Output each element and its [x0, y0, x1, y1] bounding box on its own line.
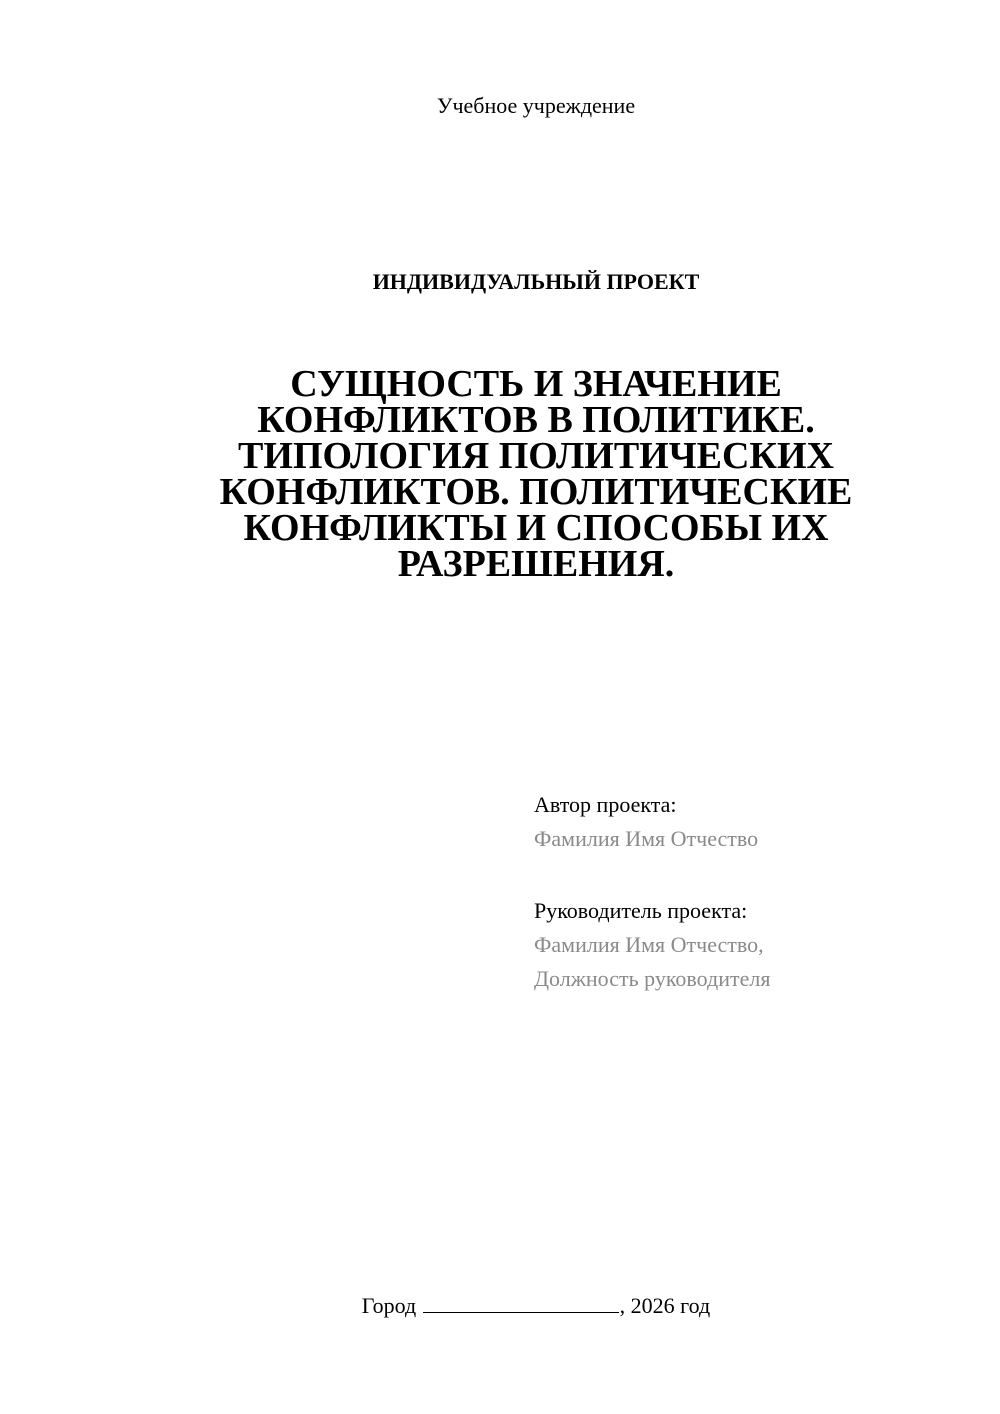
city-blank-line: [423, 1290, 619, 1313]
author-label: Автор проекта:: [534, 792, 677, 817]
supervisor-name: Фамилия Имя Отчество,: [534, 932, 764, 957]
year-text: , 2026 год: [619, 1293, 711, 1318]
project-title: [170, 363, 902, 585]
title-line: РАЗРЕШЕНИЯ.: [397, 543, 675, 585]
author-name: Фамилия Имя Отчество: [534, 826, 759, 851]
title-line: КОНФЛИКТЫ И СПОСОБЫ ИХ: [243, 507, 829, 549]
supervisor-position: Должность руководителя: [534, 966, 771, 991]
city-year-line: [0, 1290, 1000, 1321]
project-info-block: [534, 788, 974, 996]
title-line: КОНФЛИКТОВ. ПОЛИТИЧЕСКИЕ: [219, 471, 853, 513]
project-type-heading: ИНДИВИДУАЛЬНЫЙ ПРОЕКТ: [372, 269, 700, 294]
city-label: Город: [361, 1293, 417, 1318]
supervisor-label: Руководитель проекта:: [534, 898, 748, 923]
title-line: КОНФЛИКТОВ В ПОЛИТИКЕ.: [257, 399, 815, 441]
title-line: СУЩНОСТЬ И ЗНАЧЕНИЕ: [290, 363, 782, 405]
institution-name: Учебное учреждение: [436, 93, 636, 118]
spacer: [534, 856, 974, 894]
title-line: ТИПОЛОГИЯ ПОЛИТИЧЕСКИХ: [238, 435, 834, 477]
